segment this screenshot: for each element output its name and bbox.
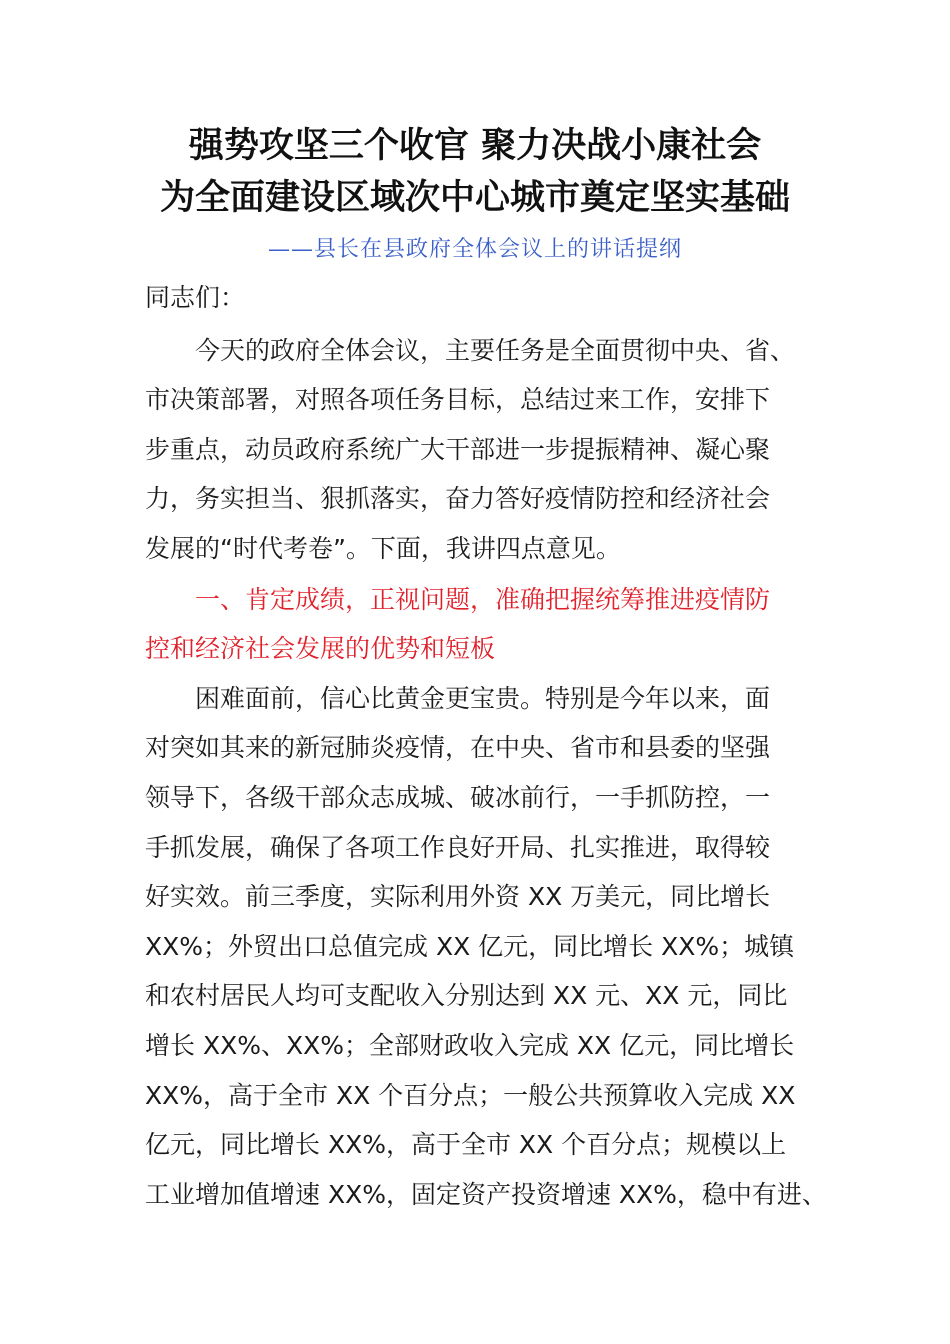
paragraph2-line-8: 增长 XX%、XX%；全部财政收入完成 XX 亿元，同比增长	[145, 1031, 795, 1060]
paragraph1-line-4: 力，务实担当、狠抓落实，奋力答好疫情防控和经济社会	[145, 484, 771, 513]
paragraph2-line-1: 困难面前，信心比黄金更宝贵。特别是今年以来，面	[195, 684, 771, 713]
paragraph2-line-3: 领导下，各级干部众志成城、破冰前行，一手抓防控，一	[145, 783, 771, 812]
paragraph2-line-4: 手抓发展，确保了各项工作良好开局、扎实推进，取得较	[145, 833, 771, 862]
title-line-1: 强势攻坚三个收官 聚力决战小康社会	[188, 125, 762, 166]
paragraph2-line-6: XX%；外贸出口总值完成 XX 亿元，同比增长 XX%；城镇	[145, 932, 795, 961]
paragraph2-line-10: 亿元，同比增长 XX%，高于全市 XX 个百分点；规模以上	[145, 1130, 787, 1159]
paragraph2-line-2: 对突如其来的新冠肺炎疫情，在中央、省市和县委的坚强	[145, 733, 771, 762]
paragraph2-line-9: XX%，高于全市 XX 个百分点；一般公共预算收入完成 XX	[145, 1081, 796, 1110]
paragraph2-line-11: 工业增加值增速 XX%，固定资产投资增速 XX%，稳中有进、	[145, 1180, 827, 1209]
heading1-line-2: 控和经济社会发展的优势和短板	[145, 634, 496, 663]
heading1-line-1: 一、肯定成绩，正视问题，准确把握统筹推进疫情防	[195, 585, 771, 614]
paragraph1-line-2: 市决策部署，对照各项任务目标，总结过来工作，安排下	[145, 385, 771, 414]
paragraph1-line-1: 今天的政府全体会议，主要任务是全面贯彻中央、省、	[195, 336, 796, 365]
title-line-2: 为全面建设区域次中心城市奠定坚实基础	[159, 177, 790, 218]
paragraph1-line-3: 步重点，动员政府系统广大干部进一步提振精神、凝心聚	[145, 435, 771, 464]
subtitle: ——县长在县政府全体会议上的讲话提纲	[267, 237, 682, 262]
paragraph2-line-5: 好实效。前三季度，实际利用外资 XX 万美元，同比增长	[145, 882, 771, 911]
salutation: 同志们：	[145, 283, 246, 312]
paragraph2-line-7: 和农村居民人均可支配收入分别达到 XX 元、XX 元，同比	[145, 981, 788, 1010]
paragraph1-line-5: 发展的“时代考卷”。下面，我讲四点意见。	[145, 534, 621, 563]
